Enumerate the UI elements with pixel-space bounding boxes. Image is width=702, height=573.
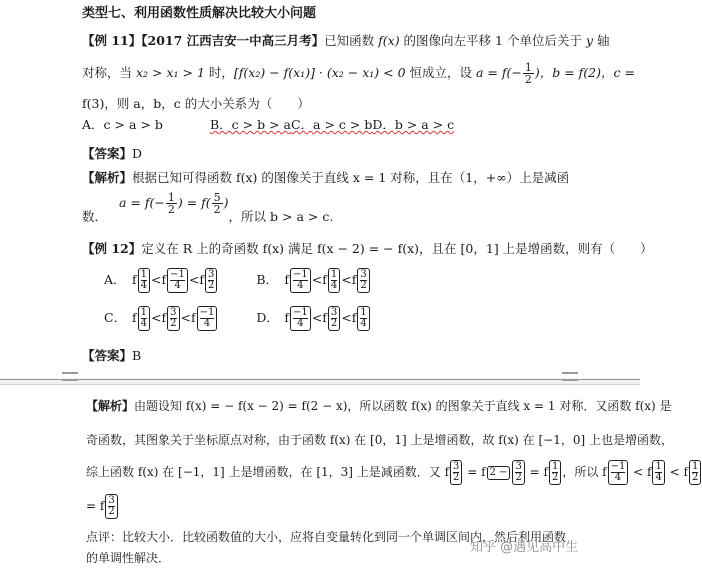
equation-block bbox=[119, 192, 229, 215]
option-a-label: A． bbox=[104, 272, 126, 287]
matrix-den: 2 bbox=[515, 472, 522, 483]
text: 已知函数 bbox=[324, 33, 379, 48]
matrix-num: 1 bbox=[551, 461, 559, 472]
matrix-three-halves bbox=[205, 268, 217, 293]
text: 轴 bbox=[593, 33, 610, 48]
math-f: f bbox=[131, 272, 137, 287]
matrix-quarter bbox=[652, 460, 664, 485]
example-11-label: 【例 11】 bbox=[82, 33, 142, 48]
answer-value: B bbox=[132, 348, 142, 363]
matrix-den: 4 bbox=[360, 318, 367, 329]
matrix-three-halves bbox=[167, 306, 179, 331]
text: = f bbox=[86, 499, 105, 513]
text: ，所以 b > a > c. bbox=[228, 209, 334, 224]
example-12-text: 定义在 R 上的奇函数 f(x) 满足 f(x − 2) = − f(x)，且在 [0，1] 上是增函数，则有（ ） bbox=[141, 241, 653, 256]
analysis-12-line-1 bbox=[86, 398, 672, 414]
math-f: f bbox=[351, 310, 357, 325]
math-f: f bbox=[190, 310, 196, 325]
matrix-quarter bbox=[138, 306, 150, 331]
text: = f bbox=[463, 465, 486, 479]
matrix-neg-quarter bbox=[608, 460, 629, 485]
example-12-label: 【例 12】 bbox=[82, 241, 142, 256]
matrix-den: 2 bbox=[551, 472, 559, 483]
matrix-num: 1 bbox=[140, 269, 147, 280]
answer-12 bbox=[82, 348, 141, 364]
page-break-marker-right bbox=[562, 372, 578, 381]
math: ) = f( bbox=[177, 195, 211, 210]
text: < f bbox=[665, 465, 688, 479]
answer-11 bbox=[82, 146, 142, 162]
paren-two-minus-three-halves bbox=[487, 466, 511, 480]
matrix-num: 3 bbox=[330, 307, 338, 318]
matrix-num: 1 bbox=[655, 461, 662, 472]
matrix-num: 3 bbox=[208, 269, 215, 280]
example-11-source: 【2017 江西吉安一中高三月考】 bbox=[141, 33, 325, 48]
analysis-label: 【解析】 bbox=[82, 170, 133, 185]
text: ，所以 f bbox=[562, 465, 607, 479]
analysis-12-line-3 bbox=[86, 460, 702, 485]
text: 数． bbox=[82, 209, 108, 224]
math-f: f bbox=[131, 310, 137, 325]
analysis-11-line-2 bbox=[82, 191, 337, 229]
option-c: C．a > c > b bbox=[290, 117, 373, 132]
lt: < bbox=[311, 310, 323, 325]
matrix-den: 4 bbox=[140, 280, 147, 291]
matrix-num: −1 bbox=[170, 269, 185, 280]
example-12-options-row-2 bbox=[104, 306, 371, 331]
matrix-den: 4 bbox=[297, 280, 304, 291]
matrix-num: −1 bbox=[292, 307, 308, 318]
option-b-label: B． bbox=[256, 272, 279, 287]
matrix-den: 4 bbox=[655, 472, 662, 483]
matrix-den: 2 bbox=[170, 318, 177, 329]
matrix-den: 2 bbox=[453, 472, 460, 483]
matrix-den: 2 bbox=[360, 280, 367, 291]
math-a-def: a = f(− bbox=[476, 65, 522, 80]
example-11-line-3: f(3)，则 a，b，c 的大小关系为（ ） bbox=[82, 96, 310, 111]
matrix-num: −1 bbox=[292, 269, 308, 280]
frac-num: 5 bbox=[213, 191, 221, 204]
matrix-num: 3 bbox=[170, 307, 177, 318]
matrix-num: 1 bbox=[140, 307, 147, 318]
answer-label: 【答案】 bbox=[82, 348, 133, 363]
matrix-num: 1 bbox=[691, 461, 699, 472]
math-fx: f(x) bbox=[378, 33, 400, 48]
analysis-12-line-4 bbox=[86, 494, 119, 519]
option-d-label: D． bbox=[256, 310, 279, 325]
fraction-five-halves bbox=[212, 192, 223, 215]
text: 的图像向左平移 1 个单位后关于 bbox=[399, 33, 586, 48]
lt: < bbox=[341, 272, 352, 287]
matrix-one-half bbox=[689, 460, 701, 485]
matrix-num: 3 bbox=[360, 269, 367, 280]
analysis-12-line-2: 奇函数，其图象关于坐标原点对称，由于函数 f(x) 在 [0，1] 上是增函数，故 f(x) 在 [−1，0] 上也是增函数， bbox=[86, 433, 673, 447]
lt: < bbox=[188, 272, 200, 287]
matrix-num: −1 bbox=[199, 307, 215, 318]
text: 对称，当 bbox=[82, 65, 136, 80]
matrix-neg-quarter bbox=[290, 268, 311, 293]
frac-num: 1 bbox=[524, 61, 532, 74]
text: < f bbox=[629, 465, 652, 479]
matrix-neg-quarter bbox=[290, 306, 311, 331]
math-f: f bbox=[322, 272, 327, 287]
math-b-def: ，b = f(2)，c = bbox=[539, 65, 635, 80]
math-condition: x₂ > x₁ > 1 bbox=[135, 65, 205, 80]
math-paren: ) bbox=[534, 65, 540, 80]
frac-den: 2 bbox=[167, 203, 175, 216]
text: 恒成立，设 bbox=[405, 65, 476, 80]
matrix-three-halves bbox=[512, 460, 524, 485]
text: 综上函数 f(x) 在 [−1，1] 上是增函数，在 [1，3] 上是减函数．又 f bbox=[86, 465, 450, 479]
lt: < bbox=[341, 310, 352, 325]
math-y: y bbox=[585, 33, 593, 48]
matrix-den: 4 bbox=[203, 318, 211, 329]
matrix-one-half bbox=[549, 460, 561, 485]
matrix-text: 2 − bbox=[489, 466, 508, 478]
math-f: f bbox=[161, 272, 167, 287]
math-f: f bbox=[161, 310, 167, 325]
math-f: f bbox=[284, 272, 289, 287]
matrix-den: 4 bbox=[174, 280, 181, 291]
matrix-quarter bbox=[357, 306, 369, 331]
example-12-options-row-1 bbox=[104, 268, 371, 293]
analysis-text: 由题设知 f(x) = − f(x − 2) = f(2 − x)，所以函数 f(x) 的图象关于直线 x = 1 对称．又函数 f(x) 是 bbox=[134, 399, 672, 413]
frac-num: 1 bbox=[167, 191, 175, 204]
zhihu-watermark: 知乎 @遇见高中生 bbox=[470, 540, 579, 555]
matrix-den: 4 bbox=[614, 472, 622, 483]
math-f: f bbox=[284, 310, 289, 325]
section-title: 类型七、利用函数性质解决比较大小问题 bbox=[82, 6, 317, 21]
matrix-num: 1 bbox=[330, 269, 338, 280]
example-11-options bbox=[82, 117, 454, 133]
math: a = f(− bbox=[119, 195, 165, 210]
matrix-den: 4 bbox=[330, 280, 338, 291]
matrix-quarter bbox=[328, 268, 340, 293]
matrix-num: 3 bbox=[515, 461, 522, 472]
frac-den: 2 bbox=[524, 73, 532, 86]
answer-label: 【答案】 bbox=[82, 146, 133, 161]
matrix-three-halves bbox=[105, 494, 117, 519]
matrix-neg-quarter bbox=[197, 306, 218, 331]
option-c-label: C． bbox=[104, 310, 127, 325]
option-d: D．b > a > c bbox=[372, 117, 455, 132]
analysis-11-line-1 bbox=[82, 170, 569, 186]
math-f: f bbox=[351, 272, 357, 287]
example-12-line-1 bbox=[82, 241, 653, 257]
matrix-quarter bbox=[138, 268, 150, 293]
analysis-label: 【解析】 bbox=[86, 399, 135, 413]
page-break-marker-left bbox=[62, 372, 78, 381]
matrix-den: 4 bbox=[140, 318, 147, 329]
option-a: A．c > a > b bbox=[82, 117, 163, 132]
matrix-neg-quarter bbox=[167, 268, 188, 293]
matrix-den: 2 bbox=[330, 318, 338, 329]
matrix-num: 3 bbox=[108, 495, 115, 506]
matrix-three-halves bbox=[450, 460, 462, 485]
matrix-three-halves bbox=[328, 306, 340, 331]
matrix-den: 2 bbox=[108, 506, 115, 517]
matrix-num: −1 bbox=[610, 461, 626, 472]
comment-line-2: 的单调性解决． bbox=[86, 551, 171, 565]
matrix-den: 4 bbox=[297, 318, 304, 329]
lt: < bbox=[180, 310, 191, 325]
math-f: f bbox=[199, 272, 204, 287]
text: = f bbox=[525, 465, 548, 479]
example-11-line-2 bbox=[82, 62, 635, 85]
comment-line-1: 点评：比较大小．比较函数值的大小，应将自变量转化到同一个单调区间内，然后利用函数 bbox=[86, 530, 567, 544]
matrix-den: 2 bbox=[208, 280, 215, 291]
matrix-num: 1 bbox=[360, 307, 367, 318]
fraction-one-half bbox=[523, 62, 534, 85]
lt: < bbox=[311, 272, 323, 287]
math: ) bbox=[223, 195, 229, 210]
math-expression: [f(x₂) − f(x₁)] · (x₂ − x₁) < 0 bbox=[233, 65, 406, 80]
matrix-den: 2 bbox=[691, 472, 699, 483]
answer-value: D bbox=[132, 146, 143, 161]
option-b: B．c > b > a bbox=[210, 117, 291, 132]
matrix-num: 3 bbox=[453, 461, 460, 472]
frac-den: 2 bbox=[213, 203, 221, 216]
lt: < bbox=[151, 310, 162, 325]
math-f: f bbox=[322, 310, 327, 325]
example-11-line-1 bbox=[82, 33, 609, 49]
matrix-three-halves bbox=[357, 268, 369, 293]
analysis-text: 根据已知可得函数 f(x) 的图像关于直线 x = 1 对称，且在（1，+∞）上是减函 bbox=[132, 170, 570, 185]
fraction-one-half bbox=[166, 192, 177, 215]
text: 时， bbox=[204, 65, 234, 80]
lt: < bbox=[151, 272, 162, 287]
